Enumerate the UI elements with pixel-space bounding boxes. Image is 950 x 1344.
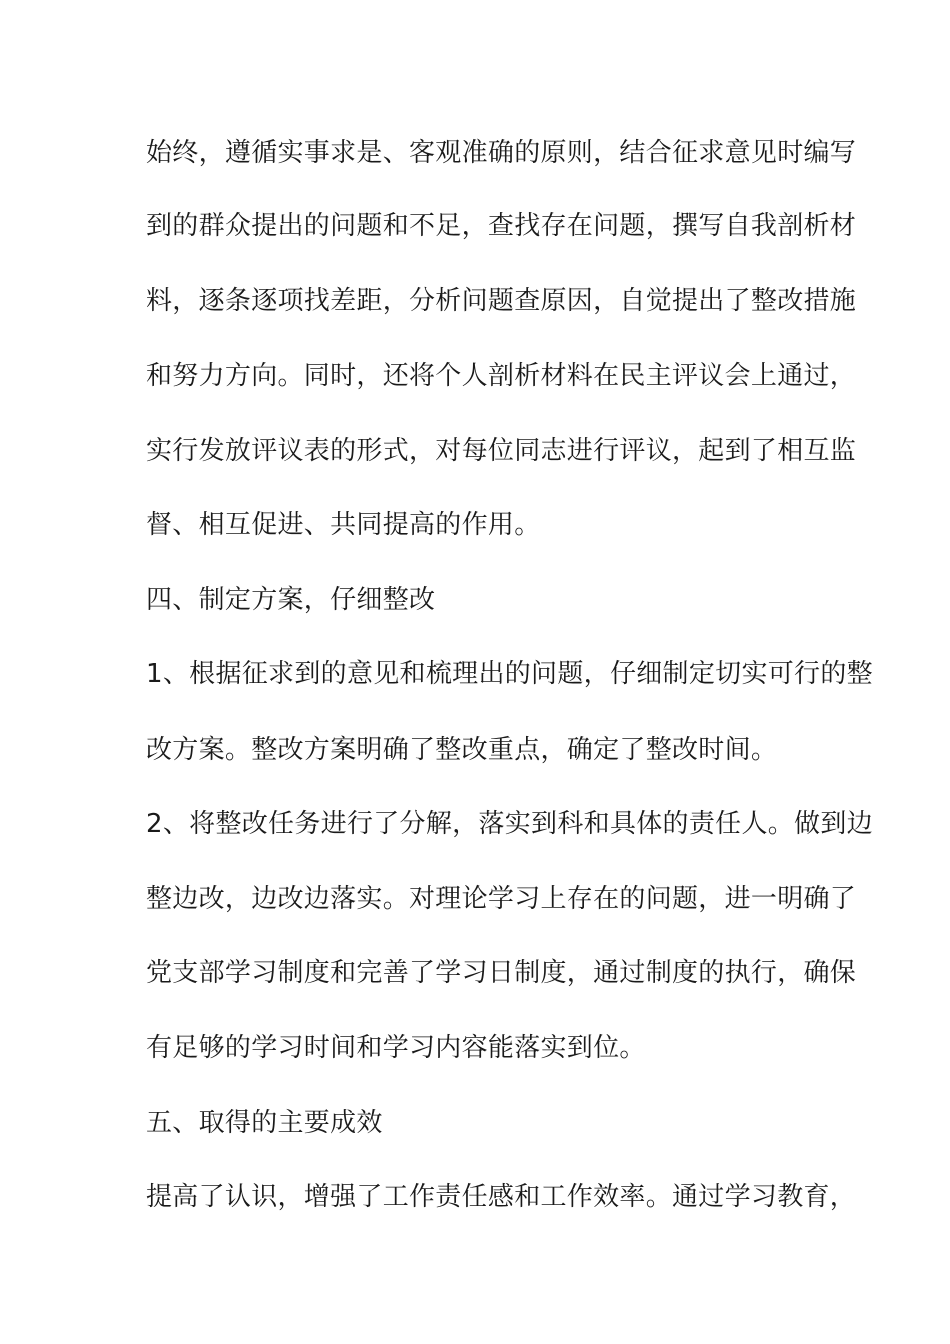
paragraph-line: 实行发放评议表的形式，对每位同志进行评议，起到了相互监 [146,436,857,466]
list-item-line: 2、将整改任务进行了分解，落实到科和具体的责任人。做到边 [146,809,873,839]
list-item-line: 党支部学习制度和完善了学习日制度，通过制度的执行，确保 [146,958,857,988]
section-heading: 五、取得的主要成效 [146,1108,383,1138]
paragraph-line: 始终，遵循实事求是、客观准确的原则，结合征求意见时编写 [146,138,857,168]
list-item-line: 整边改，边改边落实。对理论学习上存在的问题，进一明确了 [146,884,857,914]
paragraph-line: 和努力方向。同时，还将个人剖析材料在民主评议会上通过， [146,361,857,391]
paragraph-line: 提高了认识，增强了工作责任感和工作效率。通过学习教育， [146,1182,857,1212]
list-item-line: 1、根据征求到的意见和梳理出的问题，仔细制定切实可行的整 [146,659,873,689]
section-heading: 四、制定方案，仔细整改 [146,585,436,615]
paragraph-line: 督、相互促进、共同提高的作用。 [146,510,541,540]
list-item-line: 有足够的学习时间和学习内容能落实到位。 [146,1033,646,1063]
list-item-line: 改方案。整改方案明确了整改重点，确定了整改时间。 [146,735,778,765]
paragraph-line: 到的群众提出的问题和不足，查找存在问题，撰写自我剖析材 [146,211,857,241]
paragraph-line: 料，逐条逐项找差距，分析问题查原因，自觉提出了整改措施 [146,286,857,316]
